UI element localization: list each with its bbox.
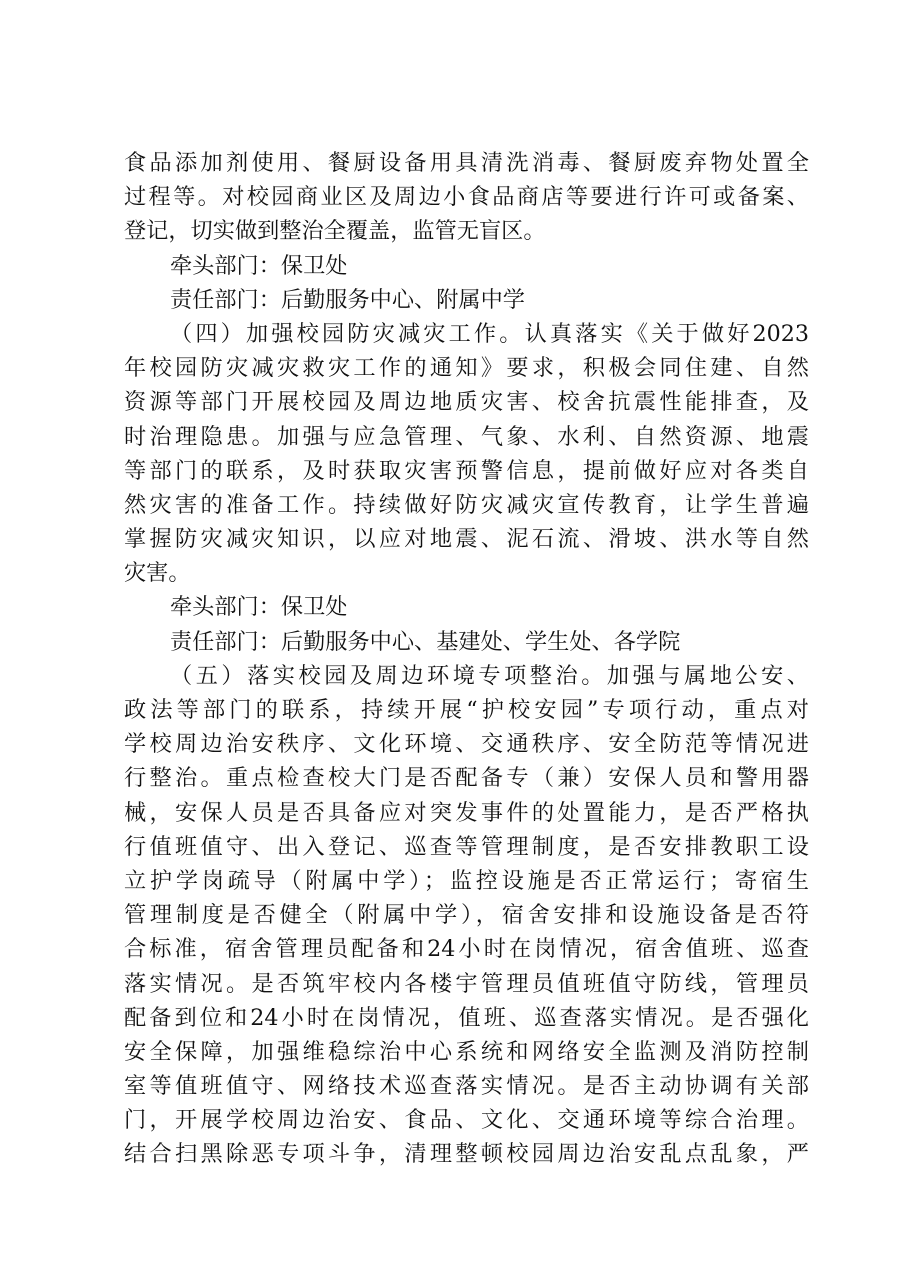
- text-line: 等部门的联系，及时获取灾害预警信息，提前做好应对各类自: [124, 457, 809, 484]
- text-line: 然灾害的准备工作。持续做好防灾减灾宣传教育，让学生普遍: [124, 491, 809, 518]
- section-heading-five: （五）落实校园及周边环境专项整治。加强与属地公安、: [170, 662, 809, 689]
- document-body: [124, 146, 809, 1172]
- text-line: 政法等部门的联系，持续开展“护校安园”专项行动，重点对: [124, 697, 809, 723]
- text-line: 安全保障，加强维稳综治中心系统和网络安全监测及消防控制: [124, 1038, 809, 1065]
- text-line: 时治理隐患。加强与应急管理、气象、水利、自然资源、地震: [124, 423, 809, 450]
- section-heading-four: （四）加强校园防灾减灾工作。认真落实《关于做好2023: [170, 320, 809, 347]
- text-line: 合标准，宿舍管理员配备和24小时在岗情况，宿舍值班、巡查: [124, 936, 809, 963]
- text-line: 管理制度是否健全（附属中学），宿舍安排和设施设备是否符: [124, 902, 809, 929]
- text-line: 立护学岗疏导（附属中学）；监控设施是否正常运行；寄宿生: [124, 867, 809, 894]
- responsible-departments-line: 责任部门：后勤服务中心、基建处、学生处、各学院: [170, 628, 681, 655]
- text-line: 械，安保人员是否具备应对突发事件的处置能力，是否严格执: [124, 799, 809, 826]
- text-line: 灾害。: [124, 560, 191, 587]
- responsible-departments-line: 责任部门：后勤服务中心、附属中学: [170, 286, 525, 313]
- text-line: 门，开展学校周边治安、食品、文化、交通环境等综合治理。: [124, 1107, 809, 1134]
- lead-department-line: 牵头部门：保卫处: [170, 252, 348, 279]
- text-line: 结合扫黑除恶专项斗争，清理整顿校园周边治安乱点乱象，严: [124, 1141, 809, 1168]
- text-line: 资源等部门开展校园及周边地质灾害、校舍抗震性能排查，及: [124, 389, 809, 416]
- text-line: 食品添加剂使用、餐厨设备用具清洗消毒、餐厨废弃物处置全: [124, 150, 809, 176]
- text-line: 登记，切实做到整治全覆盖，监管无盲区。: [124, 218, 546, 245]
- text-line: 行值班值守、出入登记、巡查等管理制度，是否安排教职工设: [124, 833, 809, 860]
- text-line: 配备到位和24小时在岗情况，值班、巡查落实情况。是否强化: [124, 1004, 809, 1031]
- text-line: 掌握防灾减灾知识，以应对地震、泥石流、滑坡、洪水等自然: [124, 526, 809, 553]
- text-line: 室等值班值守、网络技术巡查落实情况。是否主动协调有关部: [124, 1073, 809, 1100]
- text-line: 过程等。对校园商业区及周边小食品商店等要进行许可或备案、: [124, 184, 809, 211]
- text-line: 落实情况。是否筑牢校内各楼宇管理员值班值守防线，管理员: [124, 970, 809, 997]
- text-line: 学校周边治安秩序、文化环境、交通秩序、安全防范等情况进: [124, 731, 809, 758]
- text-line: 年校园防灾减灾救灾工作的通知》要求，积极会同住建、自然: [124, 355, 809, 382]
- text-line: 行整治。重点检查校大门是否配备专（兼）安保人员和警用器: [124, 765, 809, 792]
- lead-department-line: 牵头部门：保卫处: [170, 594, 348, 621]
